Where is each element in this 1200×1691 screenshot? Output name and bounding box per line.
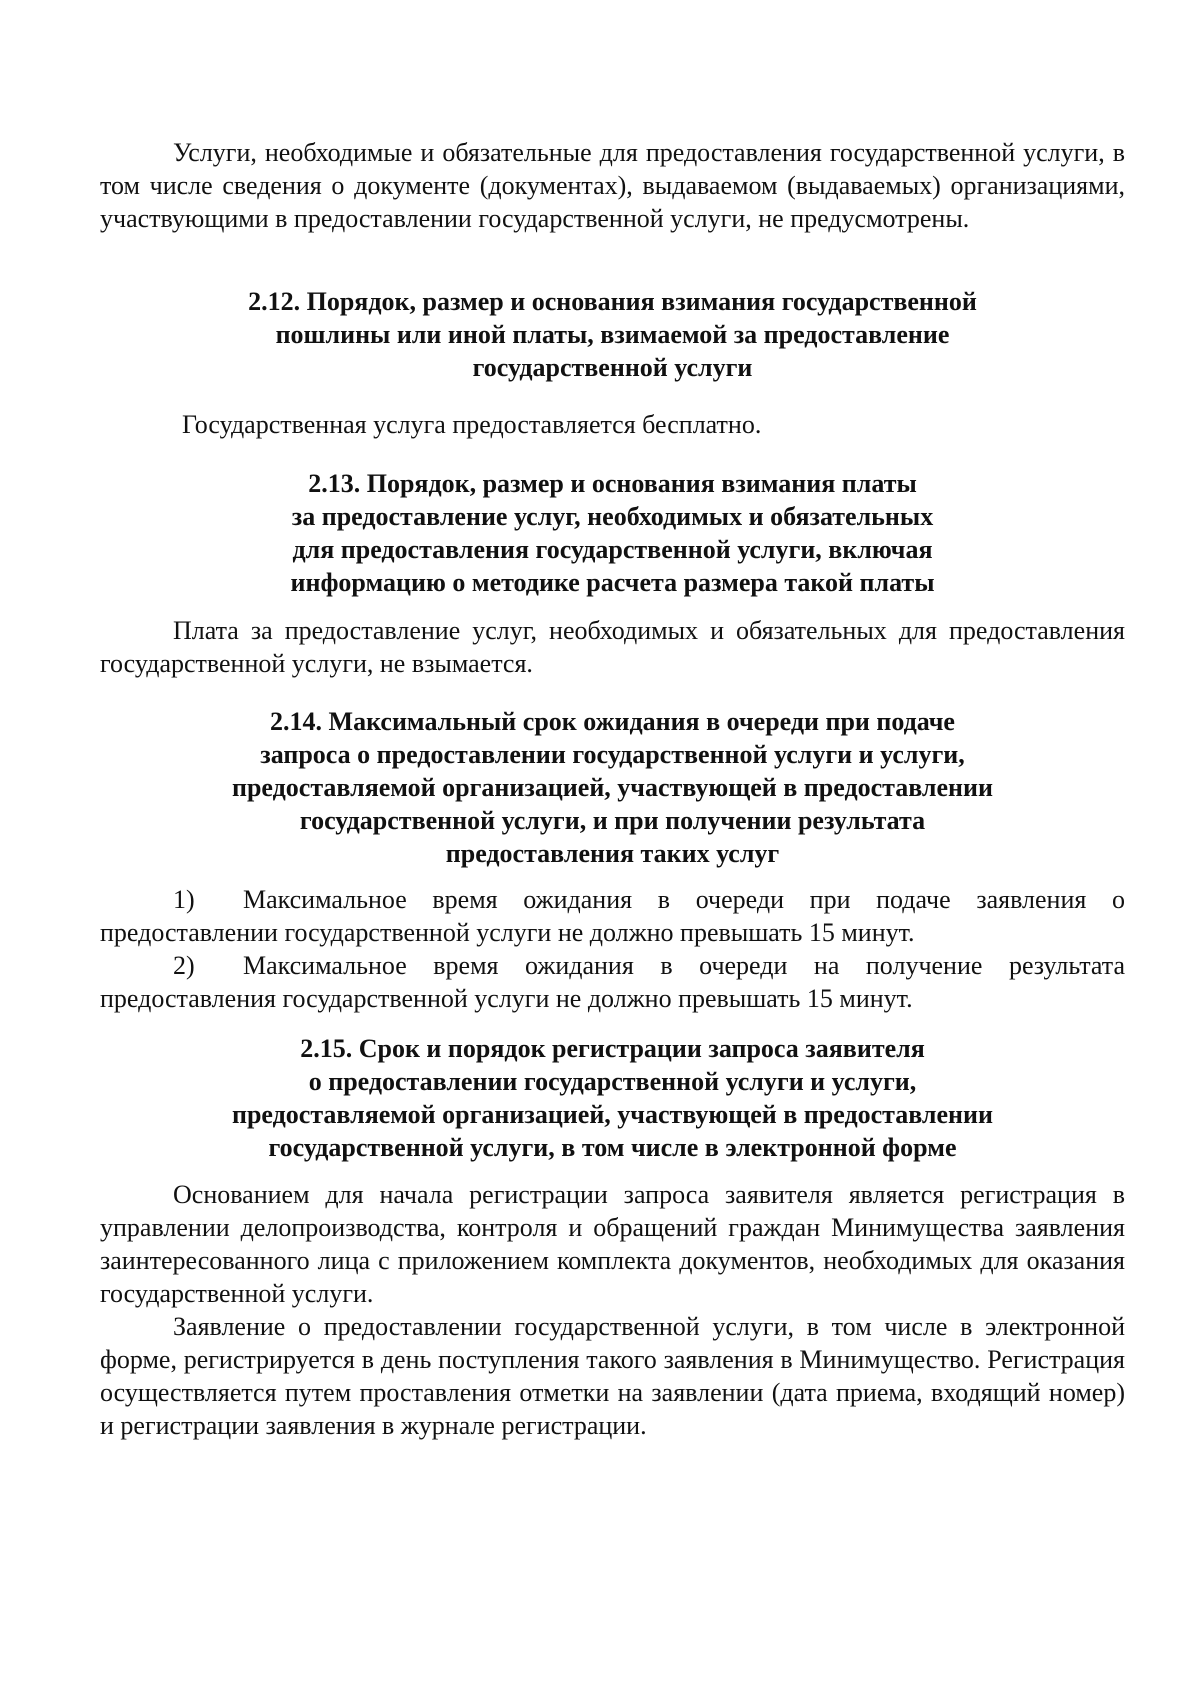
- section-2-13-paragraph: Плата за предоставление услуг, необходимых и обязательных для предоставления государственной услуги, не взымается.: [100, 616, 1125, 678]
- heading-line: за предоставление услуг, необходимых и обязательных: [291, 502, 934, 531]
- list-item-number: 2): [173, 951, 195, 980]
- section-2-14-heading: [100, 705, 1125, 870]
- heading-line: для предоставления государственной услуги, включая: [292, 535, 933, 564]
- heading-line: запроса о предоставлении государственной услуги и услуги,: [260, 740, 965, 769]
- heading-line: о предоставлении государственной услуги и услуги,: [308, 1067, 917, 1096]
- section-heading: [100, 705, 1125, 870]
- heading-line: предоставления таких услуг: [445, 839, 780, 868]
- section-2-13-body: [100, 614, 1125, 680]
- heading-line: предоставляемой организацией, участвующей в предоставлении: [231, 1100, 993, 1129]
- heading-line: предоставляемой организацией, участвующей в предоставлении: [231, 773, 993, 802]
- section-2-12-heading: [100, 285, 1125, 384]
- section-2-12-paragraph: Государственная услуга предоставляется бесплатно.: [182, 410, 762, 439]
- section-heading: [100, 1032, 1125, 1164]
- section-2-15-heading: [100, 1032, 1125, 1164]
- section-heading: [100, 285, 1125, 384]
- heading-line: информацию о методике расчета размера такой платы: [290, 568, 935, 597]
- section-heading: [100, 467, 1125, 599]
- section-2-14-list: [100, 883, 1125, 1015]
- list-item-text: Максимальное время ожидания в очереди на получение результата предоставления государственной услуги не должно превышать 15 минут.: [100, 951, 1125, 1013]
- list-item: [100, 949, 1125, 1015]
- list-item-number: 1): [173, 885, 195, 914]
- list-item: [100, 883, 1125, 949]
- heading-line: государственной услуги, в том числе в электронной форме: [268, 1133, 957, 1162]
- heading-line: 2.15. Срок и порядок регистрации запроса заявителя: [300, 1034, 925, 1063]
- heading-line: пошлины или иной платы, взимаемой за предоставление: [275, 320, 950, 349]
- section-2-12-body: [100, 408, 1125, 441]
- intro-block: [100, 136, 1125, 235]
- section-2-15-paragraph: Заявление о предоставлении государственной услуги, в том числе в электронной форме, регистрируется в день поступления такого заявления в Минимущество. Регистрация осуществляется путем проставления отметки на заявлении (дата приема, входящий номер) и регистрации заявления в журнале регистрации.: [100, 1312, 1125, 1440]
- section-2-15-paragraph: Основанием для начала регистрации запроса заявителя является регистрация в управлении делопроизводства, контроля и обращений граждан Минимущества заявления заинтересованного лица с приложением комплекта документов, необходимых для оказания государственной услуги.: [100, 1180, 1125, 1308]
- heading-line: 2.14. Максимальный срок ожидания в очереди при подаче: [270, 707, 955, 736]
- list-item-text: Максимальное время ожидания в очереди при подаче заявления о предоставлении государственной услуги не должно превышать 15 минут.: [100, 885, 1125, 947]
- heading-line: государственной услуги, и при получении результата: [299, 806, 926, 835]
- heading-line: государственной услуги: [472, 353, 753, 382]
- section-2-13-heading: [100, 467, 1125, 599]
- section-2-15-body: [100, 1178, 1125, 1442]
- heading-line: 2.12. Порядок, размер и основания взимания государственной: [248, 287, 977, 316]
- heading-line: 2.13. Порядок, размер и основания взимания платы: [308, 469, 917, 498]
- intro-paragraph: Услуги, необходимые и обязательные для предоставления государственной услуги, в том числе сведения о документе (документах), выдаваемом (выдаваемых) организациями, участвующими в предоставлении государственной услуги, не предусмотрены.: [100, 138, 1125, 233]
